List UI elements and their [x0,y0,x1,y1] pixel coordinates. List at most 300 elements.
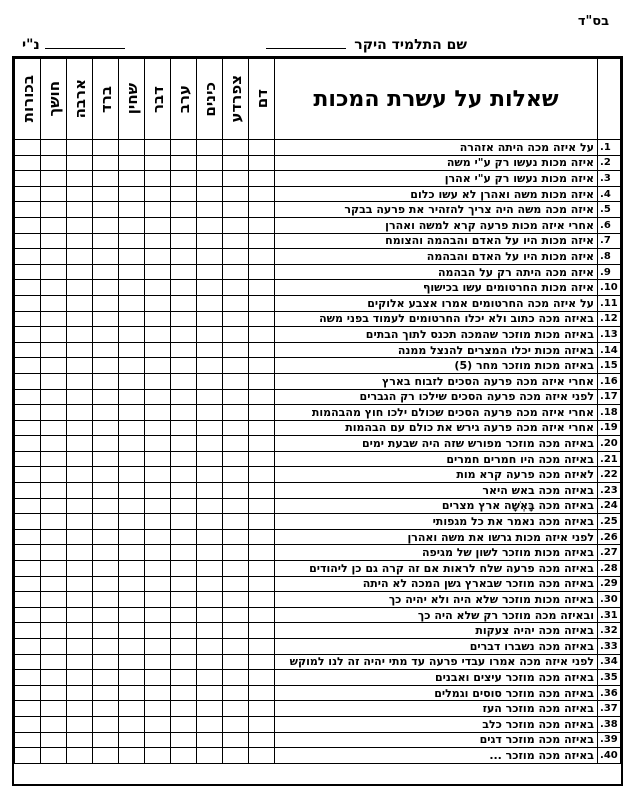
answer-cell[interactable] [15,623,41,639]
answer-cell[interactable] [197,233,223,249]
answer-cell[interactable] [93,514,119,530]
answer-cell[interactable] [15,249,41,265]
answer-cell[interactable] [197,373,223,389]
answer-cell[interactable] [197,748,223,764]
answer-cell[interactable] [15,280,41,296]
answer-cell[interactable] [15,467,41,483]
answer-cell[interactable] [41,701,67,717]
answer-cell[interactable] [249,498,275,514]
answer-cell[interactable] [145,389,171,405]
answer-cell[interactable] [41,140,67,156]
answer-cell[interactable] [93,529,119,545]
answer-cell[interactable] [67,467,93,483]
answer-cell[interactable] [171,249,197,265]
answer-cell[interactable] [223,732,249,748]
answer-cell[interactable] [223,264,249,280]
answer-cell[interactable] [223,358,249,374]
answer-cell[interactable] [15,217,41,233]
answer-cell[interactable] [249,529,275,545]
answer-cell[interactable] [93,140,119,156]
answer-cell[interactable] [93,467,119,483]
answer-cell[interactable] [249,249,275,265]
answer-cell[interactable] [249,373,275,389]
answer-cell[interactable] [249,405,275,421]
answer-cell[interactable] [249,233,275,249]
answer-cell[interactable] [93,436,119,452]
answer-cell[interactable] [67,514,93,530]
answer-cell[interactable] [171,420,197,436]
answer-cell[interactable] [145,295,171,311]
answer-cell[interactable] [145,639,171,655]
answer-cell[interactable] [171,186,197,202]
name-blank[interactable] [266,48,346,49]
answer-cell[interactable] [223,202,249,218]
answer-cell[interactable] [67,654,93,670]
answer-cell[interactable] [171,327,197,343]
answer-cell[interactable] [223,327,249,343]
answer-cell[interactable] [249,171,275,187]
answer-cell[interactable] [171,389,197,405]
answer-cell[interactable] [67,545,93,561]
answer-cell[interactable] [41,436,67,452]
answer-cell[interactable] [41,264,67,280]
answer-cell[interactable] [171,716,197,732]
answer-cell[interactable] [171,311,197,327]
answer-cell[interactable] [171,483,197,499]
answer-cell[interactable] [93,607,119,623]
answer-cell[interactable] [249,451,275,467]
answer-cell[interactable] [249,623,275,639]
answer-cell[interactable] [93,171,119,187]
answer-cell[interactable] [223,592,249,608]
answer-cell[interactable] [145,311,171,327]
answer-cell[interactable] [197,155,223,171]
answer-cell[interactable] [15,639,41,655]
answer-cell[interactable] [197,249,223,265]
answer-cell[interactable] [93,249,119,265]
answer-cell[interactable] [119,217,145,233]
answer-cell[interactable] [171,670,197,686]
answer-cell[interactable] [67,420,93,436]
answer-cell[interactable] [15,545,41,561]
answer-cell[interactable] [145,264,171,280]
answer-cell[interactable] [41,171,67,187]
answer-cell[interactable] [171,498,197,514]
answer-cell[interactable] [223,685,249,701]
answer-cell[interactable] [93,358,119,374]
answer-cell[interactable] [41,295,67,311]
answer-cell[interactable] [171,685,197,701]
answer-cell[interactable] [93,311,119,327]
answer-cell[interactable] [249,607,275,623]
answer-cell[interactable] [249,639,275,655]
answer-cell[interactable] [197,467,223,483]
answer-cell[interactable] [67,186,93,202]
answer-cell[interactable] [93,545,119,561]
answer-cell[interactable] [15,311,41,327]
answer-cell[interactable] [171,592,197,608]
answer-cell[interactable] [145,716,171,732]
answer-cell[interactable] [249,561,275,577]
answer-cell[interactable] [119,420,145,436]
answer-cell[interactable] [145,342,171,358]
answer-cell[interactable] [223,701,249,717]
answer-cell[interactable] [15,576,41,592]
answer-cell[interactable] [197,483,223,499]
answer-cell[interactable] [15,373,41,389]
answer-cell[interactable] [145,420,171,436]
answer-cell[interactable] [41,389,67,405]
answer-cell[interactable] [223,171,249,187]
answer-cell[interactable] [171,732,197,748]
answer-cell[interactable] [197,670,223,686]
answer-cell[interactable] [41,545,67,561]
answer-cell[interactable] [223,529,249,545]
answer-cell[interactable] [15,670,41,686]
answer-cell[interactable] [93,202,119,218]
answer-cell[interactable] [197,280,223,296]
answer-cell[interactable] [171,171,197,187]
answer-cell[interactable] [67,389,93,405]
answer-cell[interactable] [249,483,275,499]
answer-cell[interactable] [15,483,41,499]
answer-cell[interactable] [119,186,145,202]
answer-cell[interactable] [41,732,67,748]
answer-cell[interactable] [67,685,93,701]
answer-cell[interactable] [15,358,41,374]
answer-cell[interactable] [67,498,93,514]
answer-cell[interactable] [145,685,171,701]
answer-cell[interactable] [119,327,145,343]
answer-cell[interactable] [67,295,93,311]
answer-cell[interactable] [119,716,145,732]
answer-cell[interactable] [249,654,275,670]
answer-cell[interactable] [145,233,171,249]
answer-cell[interactable] [223,342,249,358]
answer-cell[interactable] [145,186,171,202]
answer-cell[interactable] [223,280,249,296]
answer-cell[interactable] [145,607,171,623]
answer-cell[interactable] [119,249,145,265]
answer-cell[interactable] [197,420,223,436]
answer-cell[interactable] [67,140,93,156]
answer-cell[interactable] [67,311,93,327]
answer-cell[interactable] [93,748,119,764]
answer-cell[interactable] [197,358,223,374]
answer-cell[interactable] [223,576,249,592]
answer-cell[interactable] [15,155,41,171]
answer-cell[interactable] [67,732,93,748]
answer-cell[interactable] [171,295,197,311]
answer-cell[interactable] [119,748,145,764]
answer-cell[interactable] [15,295,41,311]
answer-cell[interactable] [93,217,119,233]
answer-cell[interactable] [145,498,171,514]
answer-cell[interactable] [41,623,67,639]
answer-cell[interactable] [223,623,249,639]
answer-cell[interactable] [119,373,145,389]
answer-cell[interactable] [119,171,145,187]
answer-cell[interactable] [145,155,171,171]
answer-cell[interactable] [197,623,223,639]
answer-cell[interactable] [119,155,145,171]
answer-cell[interactable] [249,545,275,561]
answer-cell[interactable] [223,561,249,577]
answer-cell[interactable] [223,311,249,327]
answer-cell[interactable] [119,451,145,467]
answer-cell[interactable] [145,483,171,499]
answer-cell[interactable] [15,389,41,405]
answer-cell[interactable] [171,264,197,280]
answer-cell[interactable] [119,436,145,452]
answer-cell[interactable] [197,202,223,218]
answer-cell[interactable] [171,561,197,577]
answer-cell[interactable] [119,670,145,686]
answer-cell[interactable] [171,514,197,530]
answer-cell[interactable] [223,451,249,467]
answer-cell[interactable] [41,249,67,265]
answer-cell[interactable] [223,186,249,202]
answer-cell[interactable] [67,623,93,639]
answer-cell[interactable] [67,233,93,249]
answer-cell[interactable] [223,233,249,249]
answer-cell[interactable] [119,233,145,249]
answer-cell[interactable] [93,186,119,202]
answer-cell[interactable] [249,685,275,701]
answer-cell[interactable] [197,389,223,405]
answer-cell[interactable] [119,732,145,748]
answer-cell[interactable] [67,701,93,717]
answer-cell[interactable] [119,280,145,296]
answer-cell[interactable] [15,561,41,577]
answer-cell[interactable] [119,529,145,545]
answer-cell[interactable] [41,498,67,514]
answer-cell[interactable] [249,327,275,343]
answer-cell[interactable] [171,623,197,639]
answer-cell[interactable] [41,483,67,499]
answer-cell[interactable] [41,233,67,249]
answer-cell[interactable] [67,576,93,592]
answer-cell[interactable] [15,748,41,764]
answer-cell[interactable] [197,545,223,561]
answer-cell[interactable] [197,264,223,280]
answer-cell[interactable] [67,716,93,732]
answer-cell[interactable] [41,186,67,202]
answer-cell[interactable] [197,140,223,156]
answer-cell[interactable] [145,373,171,389]
answer-cell[interactable] [41,654,67,670]
answer-cell[interactable] [223,716,249,732]
answer-cell[interactable] [171,529,197,545]
answer-cell[interactable] [145,748,171,764]
answer-cell[interactable] [249,155,275,171]
answer-cell[interactable] [249,295,275,311]
answer-cell[interactable] [93,639,119,655]
answer-cell[interactable] [197,732,223,748]
answer-cell[interactable] [249,280,275,296]
answer-cell[interactable] [41,467,67,483]
answer-cell[interactable] [249,217,275,233]
answer-cell[interactable] [145,654,171,670]
answer-cell[interactable] [119,342,145,358]
answer-cell[interactable] [145,358,171,374]
answer-cell[interactable] [223,545,249,561]
answer-cell[interactable] [119,576,145,592]
answer-cell[interactable] [93,685,119,701]
answer-cell[interactable] [67,561,93,577]
answer-cell[interactable] [171,451,197,467]
answer-cell[interactable] [145,701,171,717]
answer-cell[interactable] [197,217,223,233]
answer-cell[interactable] [197,295,223,311]
answer-cell[interactable] [119,607,145,623]
answer-cell[interactable] [223,436,249,452]
answer-cell[interactable] [41,670,67,686]
answer-cell[interactable] [249,701,275,717]
answer-cell[interactable] [15,514,41,530]
answer-cell[interactable] [67,670,93,686]
answer-cell[interactable] [249,436,275,452]
answer-cell[interactable] [67,748,93,764]
answer-cell[interactable] [119,311,145,327]
answer-cell[interactable] [223,654,249,670]
answer-cell[interactable] [145,217,171,233]
answer-cell[interactable] [197,607,223,623]
answer-cell[interactable] [171,217,197,233]
answer-cell[interactable] [15,451,41,467]
answer-cell[interactable] [249,732,275,748]
answer-cell[interactable] [41,373,67,389]
answer-cell[interactable] [93,654,119,670]
answer-cell[interactable] [223,140,249,156]
answer-cell[interactable] [197,685,223,701]
answer-cell[interactable] [223,155,249,171]
answer-cell[interactable] [119,623,145,639]
answer-cell[interactable] [15,186,41,202]
answer-cell[interactable] [249,389,275,405]
answer-cell[interactable] [223,639,249,655]
answer-cell[interactable] [145,529,171,545]
answer-cell[interactable] [93,623,119,639]
answer-cell[interactable] [67,327,93,343]
answer-cell[interactable] [197,701,223,717]
answer-cell[interactable] [223,217,249,233]
answer-cell[interactable] [197,576,223,592]
answer-cell[interactable] [145,670,171,686]
answer-cell[interactable] [223,389,249,405]
answer-cell[interactable] [93,716,119,732]
answer-cell[interactable] [15,592,41,608]
answer-cell[interactable] [119,389,145,405]
answer-cell[interactable] [67,373,93,389]
answer-cell[interactable] [197,171,223,187]
answer-cell[interactable] [145,202,171,218]
answer-cell[interactable] [15,327,41,343]
answer-cell[interactable] [41,716,67,732]
answer-cell[interactable] [171,701,197,717]
answer-cell[interactable] [93,670,119,686]
answer-cell[interactable] [119,561,145,577]
answer-cell[interactable] [15,264,41,280]
answer-cell[interactable] [145,592,171,608]
answer-cell[interactable] [41,451,67,467]
answer-cell[interactable] [119,405,145,421]
answer-cell[interactable] [145,514,171,530]
answer-cell[interactable] [93,233,119,249]
answer-cell[interactable] [41,607,67,623]
answer-cell[interactable] [223,373,249,389]
answer-cell[interactable] [15,405,41,421]
answer-cell[interactable] [249,420,275,436]
answer-cell[interactable] [93,155,119,171]
answer-cell[interactable] [171,748,197,764]
answer-cell[interactable] [15,701,41,717]
answer-cell[interactable] [145,405,171,421]
answer-cell[interactable] [223,483,249,499]
answer-cell[interactable] [119,295,145,311]
answer-cell[interactable] [15,654,41,670]
answer-cell[interactable] [197,327,223,343]
answer-cell[interactable] [249,670,275,686]
answer-cell[interactable] [67,249,93,265]
answer-cell[interactable] [93,732,119,748]
answer-cell[interactable] [41,405,67,421]
answer-cell[interactable] [15,171,41,187]
answer-cell[interactable] [249,264,275,280]
answer-cell[interactable] [93,295,119,311]
answer-cell[interactable] [249,140,275,156]
answer-cell[interactable] [171,639,197,655]
answer-cell[interactable] [145,280,171,296]
answer-cell[interactable] [15,732,41,748]
answer-cell[interactable] [197,654,223,670]
answer-cell[interactable] [197,561,223,577]
answer-cell[interactable] [171,467,197,483]
answer-cell[interactable] [93,592,119,608]
answer-cell[interactable] [197,639,223,655]
answer-cell[interactable] [171,545,197,561]
answer-cell[interactable] [197,451,223,467]
answer-cell[interactable] [15,498,41,514]
answer-cell[interactable] [171,342,197,358]
answer-cell[interactable] [171,607,197,623]
answer-cell[interactable] [223,420,249,436]
answer-cell[interactable] [15,202,41,218]
answer-cell[interactable] [67,342,93,358]
answer-cell[interactable] [119,545,145,561]
answer-cell[interactable] [145,561,171,577]
answer-cell[interactable] [67,529,93,545]
answer-cell[interactable] [145,140,171,156]
answer-cell[interactable] [41,155,67,171]
answer-cell[interactable] [249,342,275,358]
answer-cell[interactable] [249,716,275,732]
answer-cell[interactable] [223,295,249,311]
answer-cell[interactable] [93,327,119,343]
answer-cell[interactable] [171,358,197,374]
answer-cell[interactable] [41,217,67,233]
answer-cell[interactable] [41,358,67,374]
answer-cell[interactable] [93,389,119,405]
answer-cell[interactable] [197,186,223,202]
answer-cell[interactable] [145,451,171,467]
answer-cell[interactable] [197,592,223,608]
answer-cell[interactable] [119,202,145,218]
answer-cell[interactable] [171,140,197,156]
answer-cell[interactable] [93,420,119,436]
answer-cell[interactable] [145,732,171,748]
answer-cell[interactable] [197,498,223,514]
